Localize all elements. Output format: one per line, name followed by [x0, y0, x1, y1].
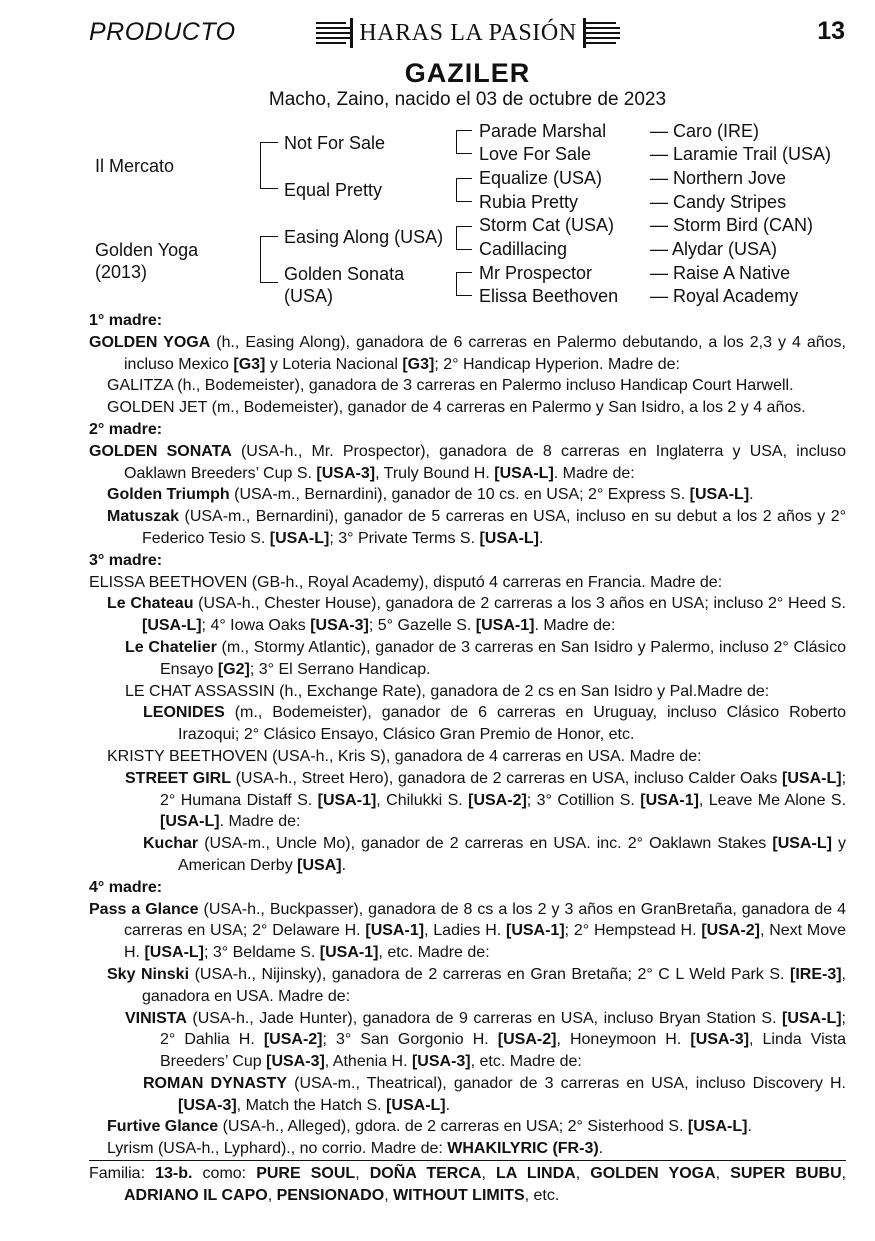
text-run: , Ladies H. — [424, 922, 506, 940]
race-grade: [USA-2] — [701, 922, 760, 940]
section-heading: 4° madre: — [89, 878, 163, 896]
bracket-gen3 — [456, 226, 457, 249]
race-grade: [USA-L] — [142, 617, 202, 635]
race-grade: [USA-L] — [689, 486, 750, 504]
text-run: , Chilukki S. — [376, 791, 469, 809]
paragraph-roman-dynasty — [89, 1073, 846, 1117]
text-run: , ganadora en USA. Madre de: — [142, 965, 846, 1005]
horse-name-bold: Matuszak — [107, 508, 180, 526]
horse-name-bold: PURE SOUL — [256, 1165, 356, 1183]
race-grade: [USA-L] — [479, 529, 540, 547]
text-run: ; 4° Iowa Oaks — [201, 617, 311, 635]
bracket-tick — [456, 201, 472, 202]
race-grade: [USA-1] — [317, 791, 377, 809]
pedigree-gen3: Parade Marshal — [479, 121, 607, 141]
race-grade: [USA-1] — [365, 922, 425, 940]
bracket-tick — [456, 153, 472, 154]
text-run: , — [575, 1165, 591, 1183]
horse-name-bold: GOLDEN YOGA — [590, 1165, 716, 1183]
text-run: , etc. — [524, 1186, 560, 1204]
text-run: ; 2° Dahlia H. — [160, 1009, 846, 1049]
text-run: Familia: — [89, 1165, 156, 1183]
horse-name-bold: LA LINDA — [496, 1165, 576, 1183]
text-run: , etc. Madre de: — [378, 944, 490, 962]
pedigree-gen3: Cadillacing — [479, 239, 568, 259]
race-grade: [USA-L] — [269, 529, 330, 547]
race-grade: [G2] — [217, 660, 250, 678]
section-heading: 1° madre: — [89, 312, 163, 329]
bracket-tick — [456, 295, 472, 296]
female-line-text — [89, 310, 846, 1207]
bracket-gen3 — [456, 272, 457, 295]
horse-name-bold: GOLDEN SONATA — [89, 442, 232, 460]
text-run: ; 3° Beldame S. — [204, 944, 320, 962]
race-grade: [USA-2] — [263, 1031, 323, 1049]
text-run: . Madre de: — [534, 617, 616, 635]
paragraph-kristy-beethoven: KRISTY BEETHOVEN (USA-h., Kris S), ganadora de 4 carreras en USA. Madre de: — [107, 747, 702, 765]
pedigree-gen3: Rubia Pretty — [479, 192, 579, 212]
text-run: , Truly Bound H. — [375, 464, 495, 482]
pedigree-gen2: Not For Sale — [284, 133, 386, 153]
horse-name-bold: ADRIANO IL CAPO — [124, 1186, 268, 1204]
pedigree-dash: — — [650, 121, 668, 141]
horse-description: Macho, Zaino, nacido el 03 de octubre de 2023 — [268, 89, 667, 110]
pedigree-gen4: Raise A Native — [673, 263, 791, 283]
pedigree-dash: — — [650, 286, 668, 306]
race-grade: [IRE-3] — [789, 965, 842, 983]
pedigree-dash: — — [650, 263, 668, 283]
text-run: , Match the Hatch S. — [236, 1096, 387, 1114]
pedigree-gen3: Love For Sale — [479, 144, 592, 164]
race-grade: [USA-L] — [772, 835, 832, 853]
bracket-tick — [456, 178, 472, 179]
race-grade: [USA-3] — [266, 1053, 325, 1071]
text-run: (USA-h., Buckpasser), ganadora de 8 cs a los 2 y 3 años en GranBretaña, ganadora de 4 carreras en USA; 2° Delaware H. — [124, 900, 846, 940]
text-run: (USA-m., Theatrical), ganador de 3 carreras en USA, incluso Discovery H. — [287, 1074, 846, 1092]
race-grade: [USA-L] — [386, 1096, 446, 1114]
race-grade: [USA-3] — [310, 617, 369, 635]
race-grade: [USA-L] — [687, 1118, 748, 1136]
text-run: ; 2° Humana Distaff S. — [160, 769, 847, 809]
bracket-dam — [260, 236, 261, 282]
pedigree-gen2: Easing Along (USA) — [284, 227, 444, 247]
paragraph-furtive-glance — [89, 1116, 846, 1138]
bracket-sire — [260, 142, 261, 188]
horse-name-bold: Golden Triumph — [107, 486, 230, 504]
paragraph-vinista — [89, 1008, 846, 1073]
bracket-gen3 — [456, 130, 457, 153]
pedigree-dam: Golden Yoga — [95, 240, 199, 260]
pedigree-dash: — — [650, 239, 668, 259]
text-run: (USA-h., Mr. Prospector), ganadora de 8 carreras en Inglaterra y USA, incluso Oaklawn Breeders’ Cup S. — [124, 442, 846, 482]
text-run: (USA-h., Alleged), gdora. de 2 carreras en USA; 2° Sisterhood S. — [218, 1118, 688, 1136]
logo-bars-left — [316, 22, 350, 44]
text-run: , Next Move H. — [124, 922, 847, 962]
horse-name-bold: STREET GIRL — [125, 769, 231, 787]
paragraph-le-chateau — [89, 593, 846, 637]
race-grade: [USA] — [297, 856, 342, 874]
paragraph-le-chatelier — [89, 637, 846, 681]
bracket-tick — [260, 282, 278, 283]
race-grade: [USA-3] — [316, 464, 376, 482]
logo-bars-right — [586, 22, 620, 44]
pedigree-gen4: Laramie Trail (USA) — [673, 144, 832, 164]
text-run: (USA-m., Uncle Mo), ganador de 2 carreras en USA. inc. 2° Oaklawn Stakes — [198, 835, 773, 853]
text-run: (USA-h., Jade Hunter), ganadora de 9 carreras en USA, incluso Bryan Station S. — [186, 1009, 782, 1027]
pedigree-gen2: (USA) — [284, 286, 333, 306]
text-run: , Honeymoon H. — [556, 1031, 691, 1049]
text-run: , Linda Vista Breeders’ Cup — [160, 1031, 847, 1071]
pedigree-gen4: Caro (IRE) — [673, 121, 760, 141]
race-grade: [USA-L] — [144, 944, 204, 962]
text-run: , etc. Madre de: — [470, 1053, 582, 1071]
pedigree-gen2: Golden Sonata — [284, 264, 405, 284]
haras-logo — [316, 16, 620, 50]
horse-name-bold: WITHOUT LIMITS — [393, 1186, 525, 1204]
family-line — [89, 1160, 846, 1207]
section-heading: 3° madre: — [89, 551, 163, 569]
page-number: 13 — [817, 17, 845, 45]
text-run: Lyrism (USA-h., Lyphard)., no corrio. Madre de: — [107, 1140, 448, 1158]
text-run: . — [341, 856, 347, 874]
horse-name-bold: Kuchar — [143, 835, 199, 853]
pedigree-gen3: Storm Cat (USA) — [479, 215, 615, 235]
horse-name-bold: PENSIONADO — [276, 1186, 385, 1204]
race-grade: [USA-2] — [468, 791, 527, 809]
text-run: . Madre de: — [553, 464, 635, 482]
text-run: (USA-h., Nijinsky), ganadora de 2 carreras en Gran Bretaña; 2° C L Weld Park S. — [189, 965, 790, 983]
text-run: , — [841, 1165, 847, 1183]
paragraph-sky-ninski — [89, 964, 846, 1008]
race-grade: [USA-3] — [411, 1053, 471, 1071]
text-run: , Leave Me Alone S. — [698, 791, 847, 809]
horse-name-bold: Sky Ninski — [107, 965, 190, 983]
text-run: . — [747, 1118, 752, 1136]
paragraph-golden-jet: GOLDEN JET (m., Bodemeister), ganador de 4 carreras en Palermo y San Isidro, a los 2 y 4 años. — [107, 399, 806, 417]
horse-name-bold: VINISTA — [125, 1009, 187, 1027]
horse-name-bold: DOÑA TERCA — [369, 1165, 482, 1183]
horse-name-bold: Le Chatelier — [125, 638, 217, 656]
text-run: . — [598, 1140, 604, 1158]
text-run: y American Derby — [178, 835, 846, 874]
text-run: . Madre de: — [219, 813, 301, 831]
paragraph-elissa-beethoven: ELISSA BEETHOVEN (GB-h., Royal Academy), disputó 4 carreras en Francia. Madre de: — [89, 573, 723, 591]
text-run: . — [445, 1096, 451, 1114]
text-run: . — [749, 486, 754, 504]
paragraph-pass-a-glance — [89, 899, 846, 964]
paragraph-lyrism — [89, 1138, 846, 1160]
paragraph-golden-yoga — [89, 332, 846, 376]
bracket-tick — [456, 249, 472, 250]
bracket-tick — [456, 130, 472, 131]
race-grade: [USA-L] — [494, 464, 554, 482]
race-grade: [USA-3] — [690, 1031, 750, 1049]
bracket-tick — [260, 142, 278, 143]
horse-name: GAZILER — [404, 58, 531, 88]
text-run: . — [539, 529, 544, 547]
text-run: ; 3° Private Terms S. — [329, 529, 480, 547]
bracket-tick — [260, 236, 278, 237]
paragraph-le-chat-assassin: LE CHAT ASSASSIN (h., Exchange Rate), ganadora de 2 cs en San Isidro y Pal.Madre de: — [125, 682, 770, 700]
horse-name-bold: Furtive Glance — [107, 1118, 219, 1136]
bracket-tick — [260, 188, 278, 189]
race-grade: [USA-L] — [782, 1009, 842, 1027]
pedigree-dam-year: (2013) — [95, 262, 148, 282]
family-number: 13-b. — [155, 1165, 193, 1183]
text-run: , — [267, 1186, 277, 1204]
text-run: ; 3° San Gorgonio H. — [322, 1031, 498, 1049]
text-run: , — [481, 1165, 497, 1183]
horse-name-bold: Le Chateau — [107, 595, 194, 613]
bracket-tick — [456, 272, 472, 273]
race-grade: [USA-3] — [178, 1096, 237, 1114]
text-run: ; 3° El Serrano Handicap. — [249, 660, 431, 678]
text-run: ; 3° Cotillion S. — [526, 791, 641, 809]
text-run: , — [384, 1186, 394, 1204]
section-label: PRODUCTO — [89, 18, 236, 46]
paragraph-golden-sonata — [89, 441, 846, 485]
pedigree-gen2: Equal Pretty — [284, 180, 383, 200]
race-grade: [USA-2] — [497, 1031, 557, 1049]
pedigree-sire: Il Mercato — [95, 156, 175, 176]
race-grade: [USA-1] — [319, 944, 379, 962]
paragraph-golden-triumph — [89, 484, 846, 506]
text-run: (USA-h., Street Hero), ganadora de 2 carreras en USA, incluso Calder Oaks — [230, 769, 783, 787]
horse-name-bold: WHAKILYRIC (FR-3) — [447, 1140, 599, 1158]
race-grade: [USA-L] — [782, 769, 842, 787]
section-heading: 2° madre: — [89, 420, 163, 438]
text-run: (m., Bodemeister), ganador de 6 carreras en Uruguay, incluso Clásico Roberto Irazoqui; 2° Clásico Ensayo, Clásico Gran Premio de Honor, etc. — [178, 704, 846, 744]
horse-name-bold: GOLDEN YOGA — [89, 333, 211, 351]
text-run: ; 2° Handicap Hyperion. Madre de: — [434, 355, 680, 373]
race-grade: [USA-1] — [505, 922, 565, 940]
horse-name-bold: Pass a Glance — [89, 900, 199, 918]
race-grade: [USA-1] — [475, 617, 535, 635]
text-run: , — [355, 1165, 370, 1183]
pedigree-dash: — — [650, 144, 668, 164]
pedigree-gen3: Mr Prospector — [479, 263, 593, 283]
bracket-tick — [456, 226, 472, 227]
paragraph-matuszak — [89, 506, 846, 550]
horse-name-bold: SUPER BUBU — [730, 1165, 842, 1183]
text-run: como: — [192, 1165, 257, 1183]
bracket-gen3 — [456, 178, 457, 201]
pedigree-dash: — — [650, 168, 668, 188]
horse-name-bold: ROMAN DYNASTY — [143, 1074, 287, 1092]
text-run: (USA-h., Chester House), ganadora de 2 carreras a los 3 años en USA; incluso 2° Heed S. — [193, 595, 846, 613]
text-run: ; 5° Gazelle S. — [368, 617, 476, 635]
pedigree-gen4: Storm Bird (CAN) — [673, 215, 814, 235]
race-grade: [G3] — [402, 355, 435, 373]
pedigree-dash: — — [650, 215, 668, 235]
text-run: y Loteria Nacional — [265, 355, 403, 373]
race-grade: [G3] — [233, 355, 266, 373]
paragraph-street-girl — [89, 768, 846, 833]
pedigree-gen4: Alydar (USA) — [672, 239, 778, 259]
horse-name-bold: LEONIDES — [143, 704, 225, 722]
text-run: (USA-m., Bernardini), ganador de 10 cs. en USA; 2° Express S. — [229, 486, 690, 504]
pedigree-dash: — — [650, 192, 668, 212]
logo-text: HARAS LA PASIÓN — [359, 19, 577, 46]
text-run: , Athenia H. — [324, 1053, 412, 1071]
race-grade: [USA-L] — [160, 813, 220, 831]
text-run: (USA-m., Bernardini), ganador de 5 carreras en USA, incluso en su debut a los 2 años y 2° Federico Tesio S. — [142, 508, 846, 547]
race-grade: [USA-1] — [640, 791, 699, 809]
text-run: (h., Easing Along), ganadora de 6 carreras en Palermo debutando, a los 2,3 y 4 años, incluso Mexico — [124, 333, 846, 373]
text-run: , — [715, 1165, 731, 1183]
text-run: (m., Stormy Atlantic), ganador de 3 carreras en San Isidro y Palermo, incluso 2° Clásico Ensayo — [160, 638, 846, 678]
paragraph-leonides — [89, 702, 846, 746]
paragraph-kuchar — [89, 833, 846, 877]
pedigree-gen4: Candy Stripes — [673, 192, 787, 212]
pedigree-gen4: Northern Jove — [673, 168, 787, 188]
pedigree-gen3: Equalize (USA) — [479, 168, 603, 188]
text-run: ; 2° Hempstead H. — [564, 922, 702, 940]
pedigree-gen3: Elissa Beethoven — [479, 286, 619, 306]
pedigree-gen4: Royal Academy — [673, 286, 799, 306]
paragraph-galitza: GALITZA (h., Bodemeister), ganadora de 3 carreras en Palermo incluso Handicap Court Harwell. — [107, 377, 794, 395]
